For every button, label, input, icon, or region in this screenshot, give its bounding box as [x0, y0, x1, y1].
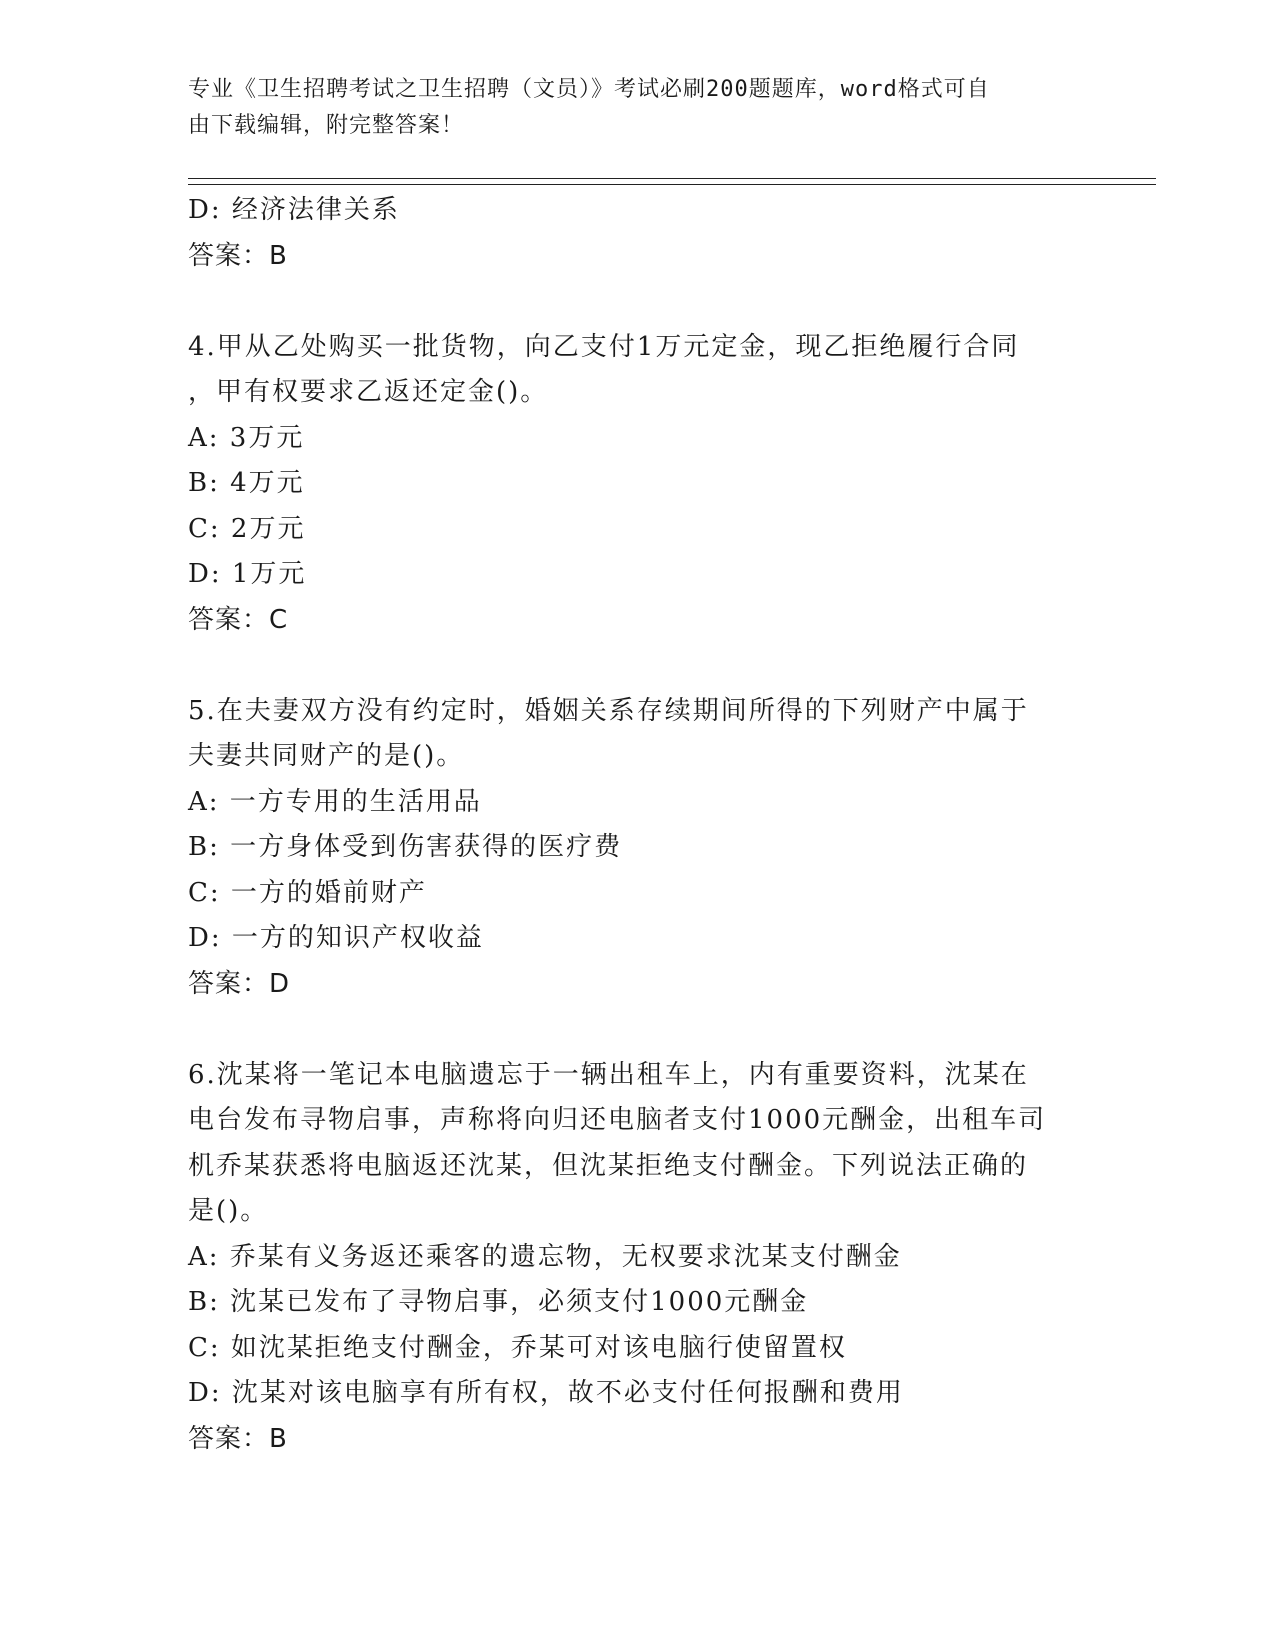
- option-a: A: 乔某有义务返还乘客的遗忘物，无权要求沈某支付酬金: [188, 1241, 902, 1272]
- header-divider: [188, 178, 1156, 185]
- option-d: D: 一方的知识产权收益: [188, 923, 484, 953]
- spacer: [188, 279, 1088, 325]
- option-d: D: 沈某对该电脑享有所有权，故不必支付任何报酬和费用: [188, 1378, 904, 1408]
- question-stem: ，甲有权要求乙返还定金()。: [188, 377, 549, 407]
- option-b: B: 沈某已发布了寻物启事，必须支付1000元酬金: [188, 1287, 809, 1317]
- answer-line: 答案：C: [188, 604, 289, 635]
- question-stem: 机乔某获悉将电脑返还沈某，但沈某拒绝支付酬金。下列说法正确的: [188, 1150, 1029, 1181]
- option-a: A: 3万元: [188, 422, 305, 453]
- question-stem: 5.在夫妻双方没有约定时，婚姻关系存续期间所得的下列财产中属于: [188, 695, 1029, 726]
- document-body: [188, 188, 1088, 1462]
- option-d: D: 1万元: [188, 559, 307, 589]
- option-c: C: 一方的婚前财产: [188, 877, 427, 908]
- spacer: [188, 1007, 1088, 1053]
- answer-line: 答案：B: [188, 240, 288, 271]
- option-c: C: 2万元: [188, 513, 306, 544]
- option-c: C: 如沈某拒绝支付酬金，乔某可对该电脑行使留置权: [188, 1332, 847, 1363]
- header-line-2: 由下载编辑，附完整答案！: [188, 113, 465, 138]
- question-stem: 6.沈某将一笔记本电脑遗忘于一辆出租车上，内有重要资料，沈某在: [188, 1059, 1029, 1090]
- answer-line: 答案：B: [188, 1423, 288, 1454]
- question-stem: 电台发布寻物启事，声称将向归还电脑者支付1000元酬金，出租车司: [188, 1105, 1047, 1135]
- question-stem: 是()。: [188, 1196, 269, 1226]
- document-header: [188, 72, 1068, 144]
- question-stem: 4.甲从乙处购买一批货物，向乙支付1万元定金，现乙拒绝履行合同: [188, 331, 1020, 362]
- spacer: [188, 643, 1088, 689]
- question-block: [188, 1053, 1088, 1463]
- question-stem: 夫妻共同财产的是()。: [188, 741, 465, 771]
- header-line-1: 专业《卫生招聘考试之卫生招聘（文员）》考试必刷200题题库，word格式可自: [188, 77, 990, 102]
- option-d: D: 经济法律关系: [188, 195, 400, 225]
- option-b: B: 4万元: [188, 468, 305, 498]
- question-block: [188, 689, 1088, 1008]
- question-block: [188, 325, 1088, 644]
- answer-line: 答案：D: [188, 968, 291, 999]
- option-a: A: 一方专用的生活用品: [188, 786, 482, 817]
- option-b: B: 一方身体受到伤害获得的医疗费: [188, 832, 623, 862]
